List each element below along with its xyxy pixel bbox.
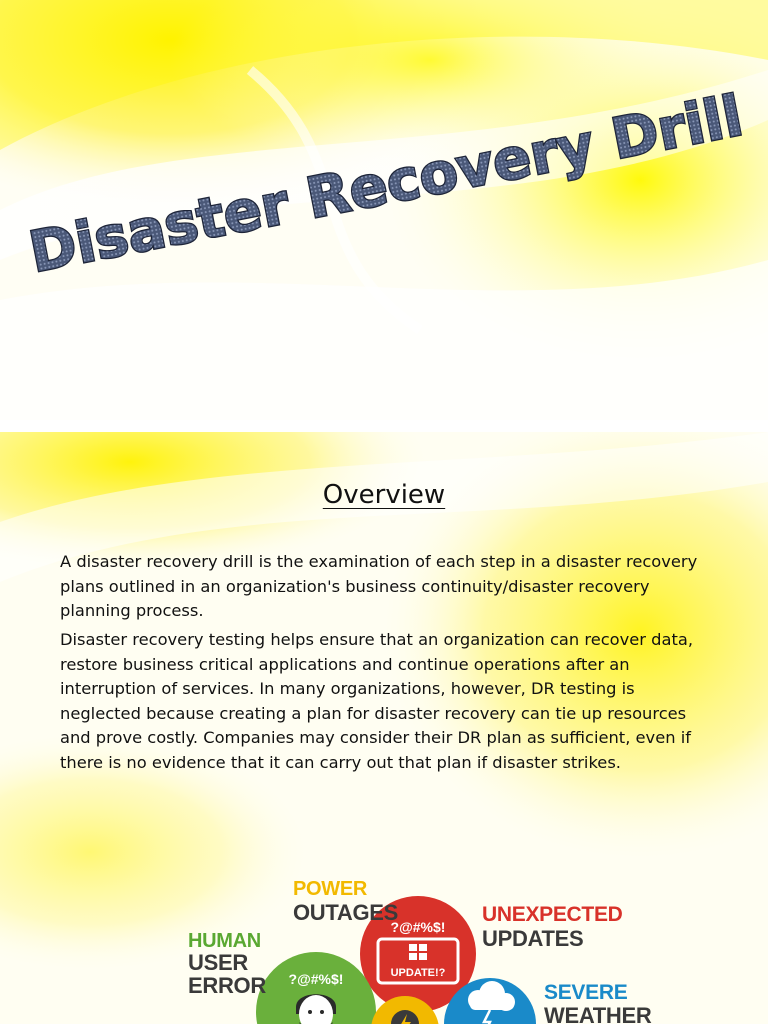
label-outages: OUTAGES bbox=[293, 900, 399, 925]
title-slide bbox=[0, 0, 768, 420]
label-weather: WEATHER bbox=[544, 1003, 652, 1024]
human-error-circle bbox=[256, 952, 376, 1024]
label-updates: UPDATES bbox=[482, 926, 584, 951]
label-error: ERROR bbox=[188, 973, 266, 998]
slide-title bbox=[0, 0, 768, 420]
overview-slide bbox=[0, 432, 768, 1024]
disaster-causes-infographic bbox=[0, 432, 768, 1024]
label-severe: SEVERE bbox=[544, 981, 628, 1004]
svg-text:?@#%$!: ?@#%$! bbox=[390, 919, 446, 935]
overview-heading: Overview bbox=[322, 480, 446, 510]
svg-text:?@#%$!: ?@#%$! bbox=[288, 971, 344, 987]
overview-paragraph-1: A disaster recovery drill is the examination of each step in a disaster recovery plans outlined in an organization's business continuity/disaster recovery planning process. bbox=[60, 552, 698, 620]
overview-paragraph-2: Disaster recovery testing helps ensure that an organization can recover data, restore business critical applications and continue operations after an interruption of services. In many organizations, however, DR testing is neglected because creating a plan for disaster recovery can tie up resources and prove costly. Companies may consider their DR plan as sufficient, even if there is no evidence that it can carry out that plan if disaster strikes. bbox=[60, 630, 694, 772]
label-human: HUMAN bbox=[188, 930, 261, 952]
svg-text:UPDATE!?: UPDATE!? bbox=[390, 967, 446, 979]
svg-text:Disaster Recovery Drill: Disaster Recovery Drill bbox=[24, 83, 748, 286]
label-user: USER bbox=[188, 950, 248, 975]
label-unexpected: UNEXPECTED bbox=[482, 903, 623, 926]
label-power: POWER bbox=[293, 878, 368, 900]
person-icon bbox=[296, 994, 336, 1024]
